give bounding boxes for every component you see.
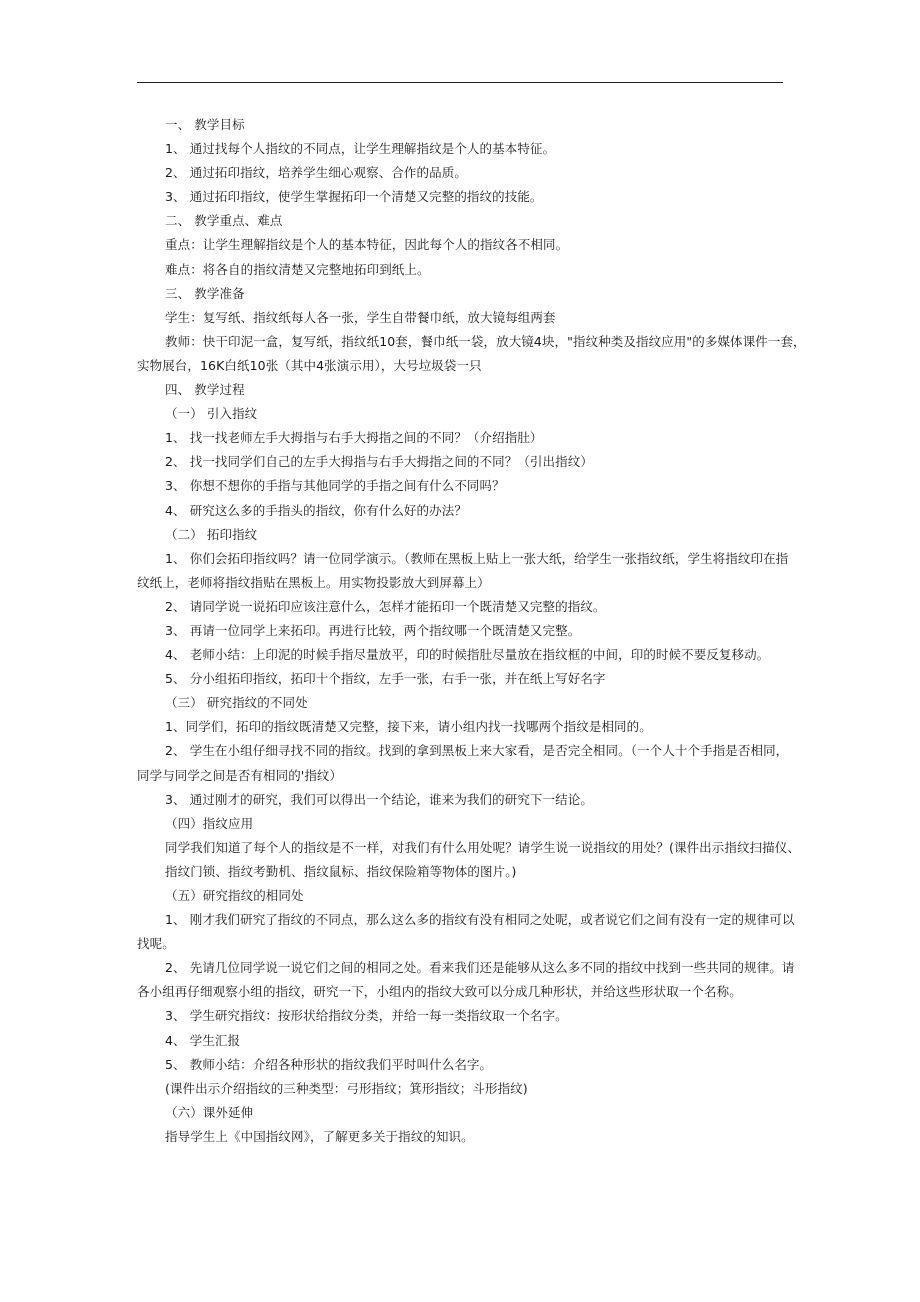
text-line: 指纹门锁、指纹考勤机、指纹鼠标、指纹保险箱等物体的图片。) bbox=[165, 863, 517, 879]
text-line: 1、 通过找每个人指纹的不同点，让学生理解指纹是个人的基本特征。 bbox=[165, 141, 556, 157]
text-line: （四）指纹应用 bbox=[165, 815, 254, 831]
document-body bbox=[137, 113, 806, 1149]
text-line: （二） 拓印指纹 bbox=[165, 526, 258, 542]
text-line: 各小组再仔细观察小组的指纹，研究一下，小组内的指纹大致可以分成几种形状，并给这些形状取一个名称。 bbox=[137, 984, 742, 1000]
text-line: 三、 教学准备 bbox=[165, 285, 245, 301]
text-line: 1、同学们，拓印的指纹既清楚又完整，接下来，请小组内找一找哪两个指纹是相同的。 bbox=[165, 719, 652, 735]
text-line: 难点：将各自的指纹清楚又完整地拓印到纸上。 bbox=[165, 261, 430, 277]
text-line: 2、 学生在小组仔细寻找不同的指纹。找到的拿到黑板上来大家看，是否完全相同。（一个人十个手指是否相同， bbox=[165, 743, 789, 759]
text-line: 指导学生上《中国指纹网》，了解更多关于指纹的知识。 bbox=[165, 1128, 474, 1144]
text-line: 一、 教学目标 bbox=[165, 117, 245, 132]
text-line: （五）研究指纹的相同处 bbox=[165, 888, 304, 903]
text-line: 1、 刚才我们研究了指纹的不同点，那么这么多的指纹有没有相同之处呢，或者说它们之间有没有一定的规律可以 bbox=[165, 912, 795, 928]
text-line: 3、 你想不想你的手指与其他同学的手指之间有什么不同吗？ bbox=[165, 478, 505, 494]
text-line: 同学与同学之间是否有相同的'指纹） bbox=[137, 767, 343, 783]
text-line: 3、 通过刚才的研究，我们可以得出一个结论，谁来为我们的研究下一结论。 bbox=[165, 791, 593, 807]
text-line: 学生：复写纸、指纹纸每人各一张，学生自带餐巾纸，放大镜每组两套 bbox=[165, 309, 556, 325]
text-line: 二、 教学重点、难点 bbox=[165, 213, 283, 229]
text-line: 同学我们知道了每个人的指纹是不一样，对我们有什么用处呢？请学生说一说指纹的用处？(课件出示指纹扫描仪、 bbox=[165, 839, 800, 855]
text-line: 1、 你们会拓印指纹吗？请一位同学演示。（教师在黑板上贴上一张大纸，给学生一张指纹纸，学生将指纹印在指 bbox=[165, 550, 789, 566]
text-line: 5、 教师小结：介绍各种形状的指纹我们平时叫什么名字。 bbox=[165, 1056, 493, 1072]
text-line: 纹纸上，老师将指纹指贴在黑板上。用实物投影放大到屏幕上） bbox=[137, 574, 490, 590]
text-line: 3、 通过拓印指纹，使学生掌握拓印一个清楚又完整的指纹的技能。 bbox=[165, 189, 543, 205]
text-line: 2、 通过拓印指纹，培养学生细心观察、合作的品质。 bbox=[165, 165, 467, 181]
text-line: 4、 老师小结：上印泥的时候手指尽量放平，印的时候指肚尽量放在指纹框的中间，印的时候不要反复移动。 bbox=[165, 647, 770, 663]
text-line: 四、 教学过程 bbox=[165, 382, 245, 398]
text-line: 5、 分小组拓印指纹，拓印十个指纹，左手一张，右手一张，并在纸上写好名字 bbox=[165, 671, 606, 687]
text-line: 2、 先请几位同学说一说它们之间的相同之处。看来我们还是能够从这么多不同的指纹中找到一些共同的规律。请 bbox=[165, 960, 795, 976]
text-line: 2、 请同学说一说拓印应该注意什么，怎样才能拓印一个既清楚又完整的指纹。 bbox=[165, 598, 606, 614]
text-line: 3、 再请一位同学上来拓印。再进行比较，两个指纹哪一个既清楚又完整。 bbox=[165, 622, 581, 638]
text-line: 2、 找一找同学们自己的左手大拇指与右手大拇指之间的不同？（引出指纹） bbox=[165, 454, 593, 470]
text-line: （三） 研究指纹的不同处 bbox=[165, 695, 308, 711]
header-rule bbox=[137, 82, 783, 83]
text-line: 找呢。 bbox=[137, 936, 175, 952]
text-line: 实物展台，16K白纸10张（其中4张演示用），大号垃圾袋一只 bbox=[137, 357, 482, 373]
text-line: （六）课外延伸 bbox=[165, 1104, 254, 1120]
text-line: (课件出示介绍指纹的三种类型：弓形指纹；箕形指纹；斗形指纹) bbox=[165, 1080, 528, 1096]
text-line: 重点：让学生理解指纹是个人的基本特征，因此每个人的指纹各不相同。 bbox=[165, 237, 569, 253]
text-line: 4、 研究这么多的手指头的指纹，你有什么好的办法？ bbox=[165, 502, 467, 518]
text-line: 4、 学生汇报 bbox=[165, 1032, 241, 1048]
text-line: 3、 学生研究指纹：按形状给指纹分类，并给一每一类指纹取一个名字。 bbox=[165, 1008, 568, 1024]
text-line: 教师：快干印泥一盒，复写纸，指纹纸10套，餐巾纸一袋，放大镜4块，"指纹种类及指纹应用"的多媒体课件一套， bbox=[165, 333, 806, 349]
text-line: （一） 引入指纹 bbox=[165, 406, 258, 422]
text-line: 1、 找一找老师左手大拇指与右手大拇指之间的不同？（介绍指肚） bbox=[165, 430, 543, 446]
